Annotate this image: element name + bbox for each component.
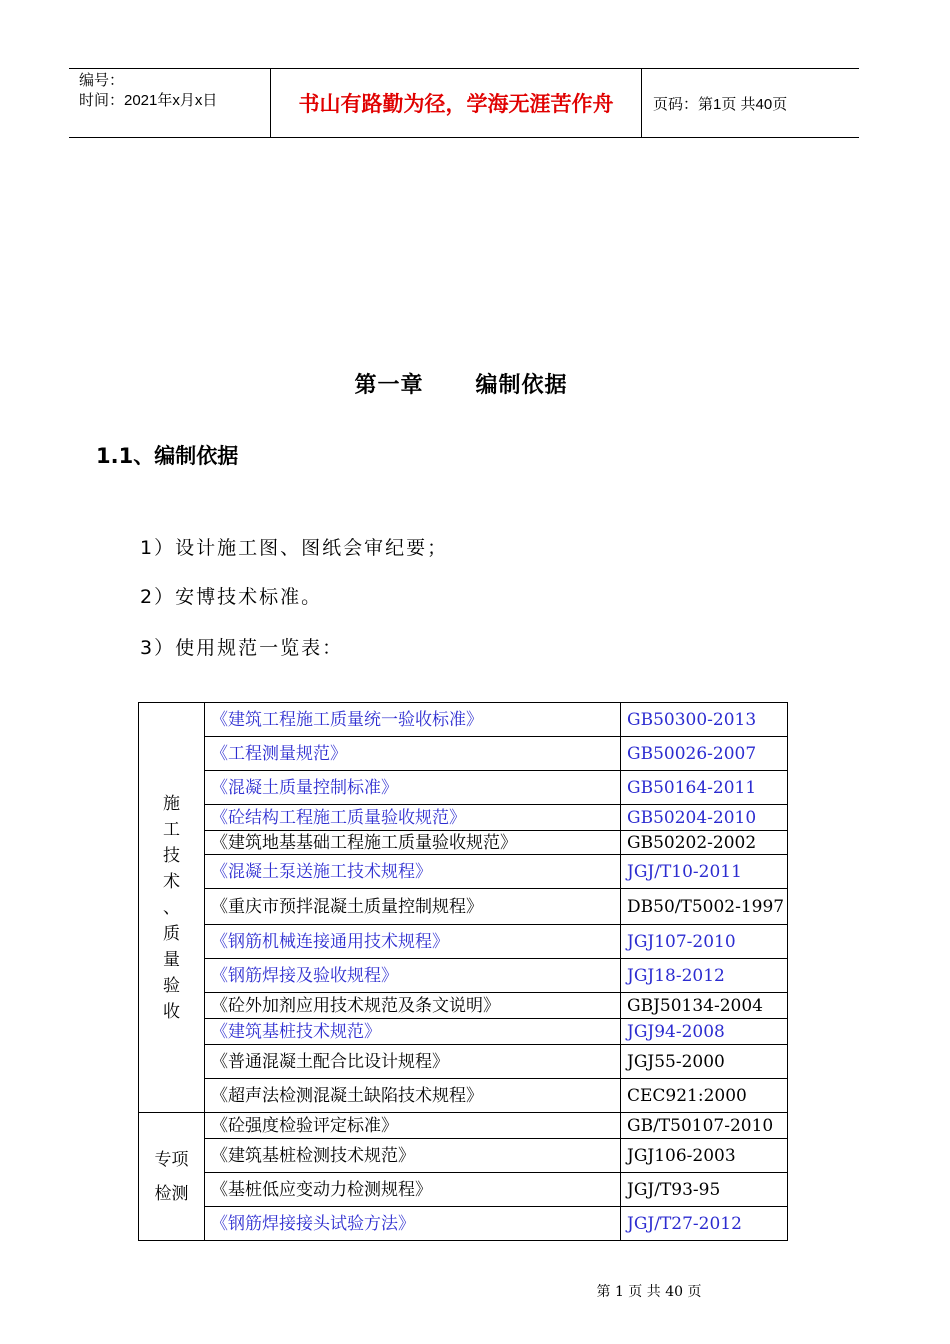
standard-name: 《建筑基桩技术规范》 (205, 1019, 621, 1045)
category-label-char: 验 (163, 975, 180, 996)
standard-code: JGJ/T10-2011 (621, 855, 788, 889)
table-row (139, 993, 788, 1019)
table-row (139, 1173, 788, 1207)
table-row (139, 1113, 788, 1139)
standard-code: JGJ107-2010 (621, 925, 788, 959)
document-date: 时间：2021年x月x日 (79, 92, 218, 109)
category-special-testing (139, 1113, 205, 1241)
standard-name: 《建筑基桩检测技术规范》 (205, 1139, 621, 1173)
standard-code: JGJ106-2003 (621, 1139, 788, 1173)
standard-name: 《普通混凝土配合比设计规程》 (205, 1045, 621, 1079)
standard-code: GB/T50107-2010 (621, 1113, 788, 1139)
standard-name: 《工程测量规范》 (205, 737, 621, 771)
standard-name: 《钢筋机械连接通用技术规程》 (205, 925, 621, 959)
standard-name: 《钢筋焊接及验收规程》 (205, 959, 621, 993)
table-row (139, 1019, 788, 1045)
standard-code: JGJ94-2008 (621, 1019, 788, 1045)
standard-code: GB50202-2002 (621, 831, 788, 855)
table-row (139, 831, 788, 855)
category-label-char: 技 (163, 845, 180, 866)
standard-name: 《钢筋焊接接头试验方法》 (205, 1207, 621, 1241)
category-label-char: 工 (163, 819, 180, 840)
category-label-char: 专项 (154, 1149, 189, 1170)
standard-name: 《建筑工程施工质量统一验收标准》 (205, 703, 621, 737)
standard-name: 《建筑地基基础工程施工质量验收规范》 (205, 831, 621, 855)
standard-name: 《混凝土质量控制标准》 (205, 771, 621, 805)
standard-code: GB50164-2011 (621, 771, 788, 805)
table-row (139, 855, 788, 889)
standard-code: GB50204-2010 (621, 805, 788, 831)
standard-name: 《基桩低应变动力检测规程》 (205, 1173, 621, 1207)
table-row (139, 1079, 788, 1113)
standard-code: JGJ18-2012 (621, 959, 788, 993)
standard-code: CEC921:2000 (621, 1079, 788, 1113)
standard-name: 《砼外加剂应用技术规范及条文说明》 (205, 993, 621, 1019)
table-row (139, 703, 788, 737)
standard-code: GB50026-2007 (621, 737, 788, 771)
header-motto: 书山有路勤为径，学海无涯苦作舟 (298, 92, 614, 116)
category-label-char: 施 (163, 793, 180, 814)
category-label-char: 收 (163, 1001, 180, 1022)
standard-name: 《重庆市预拌混凝土质量控制规程》 (205, 889, 621, 925)
table-row (139, 771, 788, 805)
page-header (69, 68, 859, 138)
category-label-char: 质 (163, 923, 180, 944)
header-meta (79, 71, 217, 111)
standard-code: GBJ50134-2004 (621, 993, 788, 1019)
standard-name: 《超声法检测混凝土缺陷技术规程》 (205, 1079, 621, 1113)
table-row (139, 959, 788, 993)
page-footer: 第 1 页 共 40 页 (596, 1284, 702, 1300)
category-label-char: 检测 (154, 1183, 189, 1204)
table-row (139, 1139, 788, 1173)
table-row (139, 805, 788, 831)
standard-code: JGJ/T27-2012 (621, 1207, 788, 1241)
document-number-label: 编号： (79, 72, 125, 89)
standard-code: DB50/T5002-1997 (621, 889, 788, 925)
category-label-char: 量 (163, 949, 180, 970)
category-label-char: 、 (163, 897, 180, 918)
header-divider (641, 69, 642, 137)
standards-table (138, 702, 788, 1241)
section-title: 1.1、编制依据 (96, 444, 239, 468)
category-construction-quality (139, 703, 205, 1113)
header-page-info: 页码：第1页 共40页 (653, 95, 788, 113)
category-label-char: 术 (163, 871, 180, 892)
standard-code: JGJ55-2000 (621, 1045, 788, 1079)
standard-name: 《砼强度检验评定标准》 (205, 1113, 621, 1139)
standard-code: JGJ/T93-95 (621, 1173, 788, 1207)
table-row (139, 925, 788, 959)
standard-name: 《混凝土泵送施工技术规程》 (205, 855, 621, 889)
standard-code: GB50300-2013 (621, 703, 788, 737)
list-item: 3）使用规范一览表： (140, 637, 344, 659)
standard-name: 《砼结构工程施工质量验收规范》 (205, 805, 621, 831)
list-item: 1）设计施工图、图纸会审纪要； (140, 537, 449, 559)
table-row (139, 889, 788, 925)
table-row (139, 1207, 788, 1241)
chapter-title: 第一章 编制依据 (354, 373, 568, 398)
table-row (139, 737, 788, 771)
list-item: 2）安博技术标准。 (140, 586, 323, 608)
table-row (139, 1045, 788, 1079)
